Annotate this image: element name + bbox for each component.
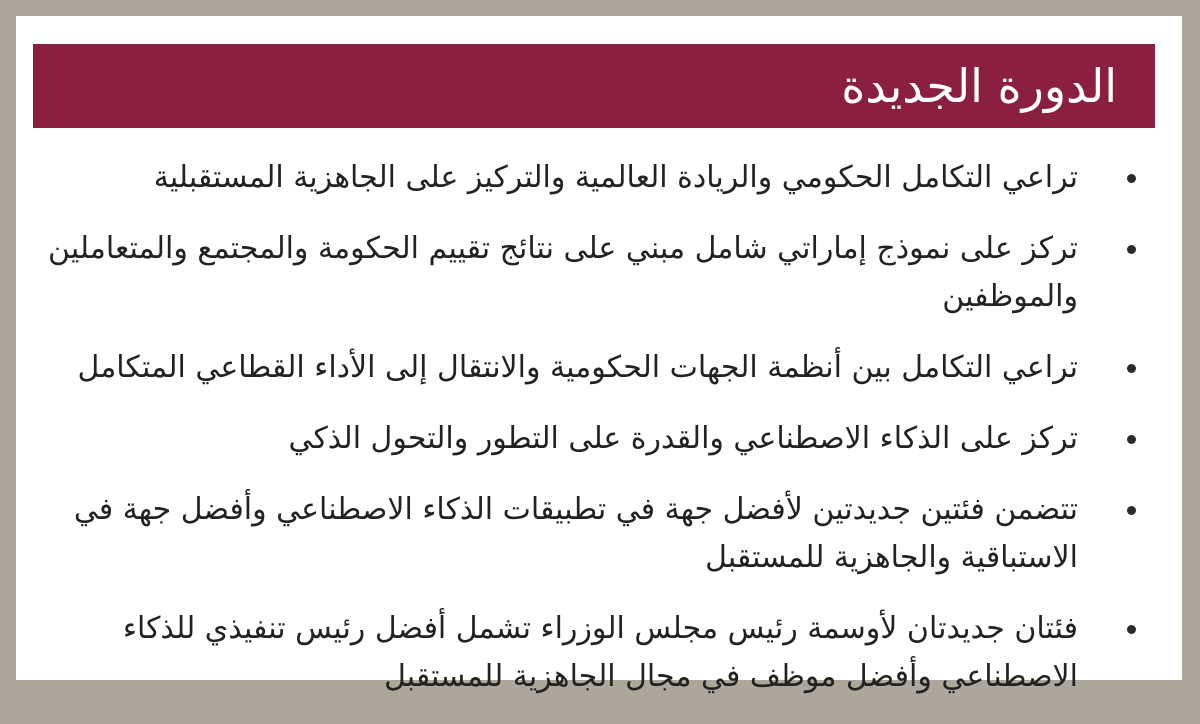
list-item: [42, 415, 1160, 463]
list-item: [42, 344, 1160, 392]
list-item: [42, 486, 1160, 582]
bullet-dot-icon: [1127, 245, 1136, 254]
bullet-dot-icon: [1127, 364, 1136, 373]
bullet-dot-icon: [1127, 174, 1136, 183]
list-item-text: تركز على نموذج إماراتي شامل مبني على نتائج تقييم الحكومة والمجتمع والمتعاملين والموظفين: [47, 231, 1078, 314]
bullet-dot-icon: [1127, 435, 1136, 444]
list-item: [42, 225, 1160, 321]
list-item: [42, 605, 1160, 701]
list-item-text: تراعي التكامل الحكومي والريادة العالمية والتركيز على الجاهزية المستقبلية: [153, 160, 1078, 195]
content-card: [16, 16, 1182, 694]
bullet-list: [42, 154, 1160, 724]
list-item-text: تركز على الذكاء الاصطناعي والقدرة على التطور والتحول الذكي: [288, 421, 1078, 456]
list-item-text: تتضمن فئتين جديدتين لأفضل جهة في تطبيقات الذكاء الاصطناعي وأفضل جهة في الاستباقية والجاهزية للمستقبل: [73, 492, 1078, 575]
bullet-dot-icon: [1127, 506, 1136, 515]
list-item: [42, 154, 1160, 202]
bullet-dot-icon: [1127, 625, 1136, 634]
list-item-text: تراعي التكامل بين أنظمة الجهات الحكومية والانتقال إلى الأداء القطاعي المتكامل: [77, 350, 1078, 385]
list-item-text: فئتان جديدتان لأوسمة رئيس مجلس الوزراء تشمل أفضل رئيس تنفيذي للذكاء الاصطناعي وأفضل موظف في مجال الجاهزية للمستقبل: [122, 611, 1078, 694]
page-title: الدورة الجديدة: [841, 59, 1117, 113]
title-banner: [33, 44, 1155, 128]
